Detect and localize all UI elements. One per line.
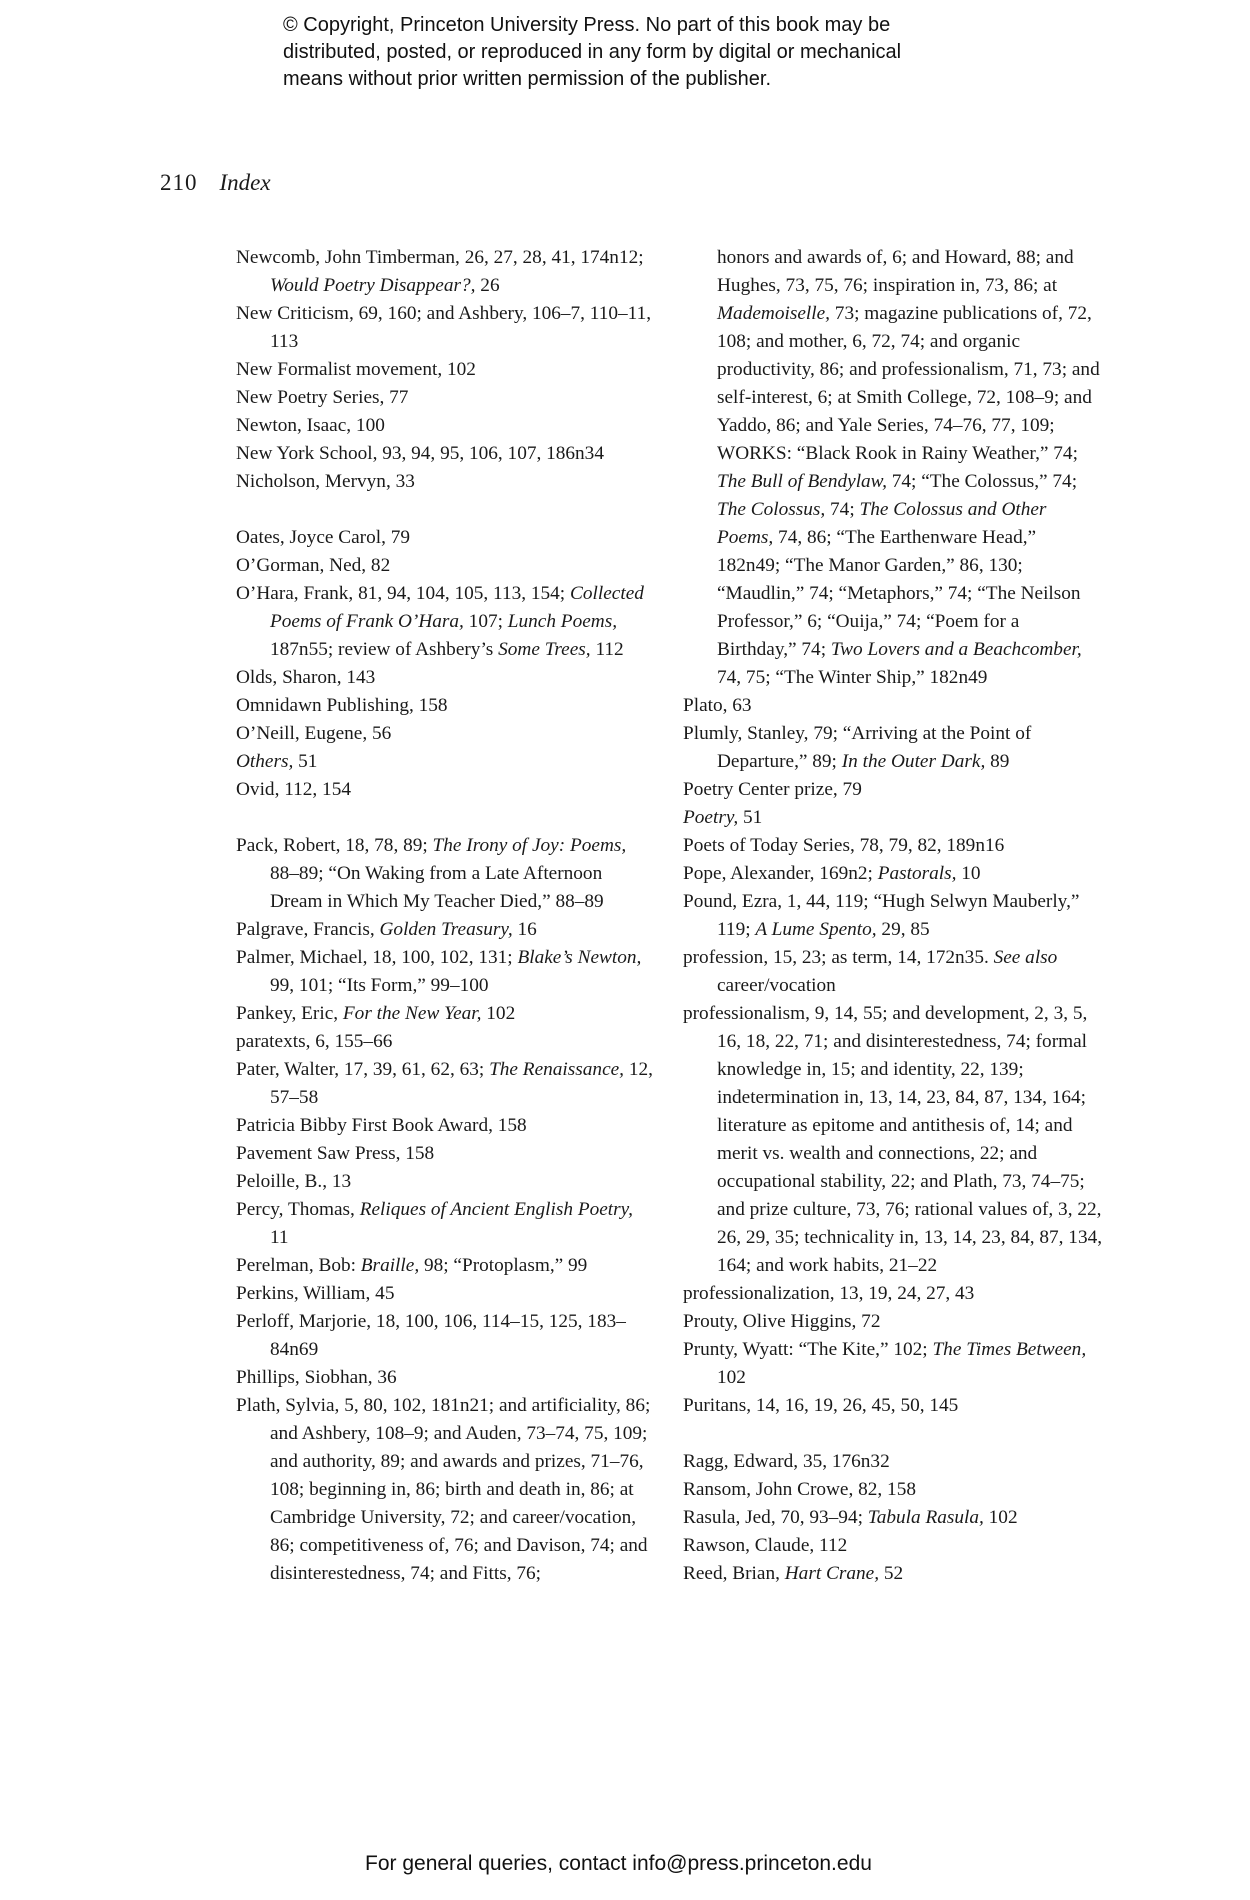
entry-text: O’Neill, Eugene, 56 bbox=[236, 723, 392, 744]
entry-text: O’Hara, Frank, 81, 94, 104, 105, 113, 154; bbox=[236, 583, 570, 604]
entry-text: Palgrave, Francis, bbox=[236, 919, 380, 940]
index-entry bbox=[236, 524, 656, 552]
entry-text: Peloille, B., 13 bbox=[236, 1171, 352, 1192]
entry-text: 74; bbox=[825, 499, 860, 520]
entry-text: honors and awards of, 6; and Howard, 88; and Hughes, 73, 75, 76; inspiration in, 73, 86; at bbox=[717, 247, 1074, 296]
entry-text: Prouty, Olive Higgins, 72 bbox=[683, 1311, 881, 1332]
entry-text: 29, 85 bbox=[876, 919, 930, 940]
copyright-line: distributed, posted, or reproduced in any form by digital or mechanical bbox=[283, 41, 902, 63]
entry-text: Ragg, Edward, 35, 176n32 bbox=[683, 1451, 890, 1472]
entry-text: 102 bbox=[717, 1367, 746, 1388]
index-entry bbox=[236, 832, 656, 916]
entry-title-italic: The Bull of Bendylaw, bbox=[717, 471, 887, 492]
index-entry bbox=[683, 1280, 1103, 1308]
entry-text: professionalism, 9, 14, 55; and development, 2, 3, 5, 16, 18, 22, 71; and disinterestedness, 74; formal knowledge in, 15; and identity, 22, 139; indetermination in, 13, 14, 23, 84, 87, 134, 164; literature as epitome and antithesis of, 14; and merit vs. wealth and connections, 22; and occupational stability, 22; and Plath, 73, 74–75; and prize culture, 73, 76; rational values of, 3, 22, 26, 29, 35; technicality in, 13, 14, 23, 84, 87, 134, 164; and work habits, 21–22 bbox=[683, 1003, 1103, 1276]
index-entry bbox=[236, 776, 656, 804]
entry-text: Plath, Sylvia, 5, 80, 102, 181n21; and artificiality, 86; and Ashbery, 108–9; and Auden, 73–74, 75, 109; and authority, 89; and awards and prizes, 71–76, 108; beginning in, 86; birth and death in, 86; at Cambridge University, 72; and career/vocation, 86; competitiveness of, 76; and Davison, 74; and disinterestedness, 74; and Fitts, 76; bbox=[236, 1395, 651, 1584]
entry-text: Pankey, Eric, bbox=[236, 1003, 343, 1024]
running-title: Index bbox=[219, 170, 271, 195]
entry-text: 89 bbox=[985, 751, 1010, 772]
entry-title-italic: Hart Crane, bbox=[784, 1563, 880, 1584]
copyright-line: © Copyright, Princeton University Press. No part of this book may be bbox=[283, 14, 891, 36]
index-entry bbox=[236, 944, 656, 1000]
entry-title-italic: Two Lovers and a Beachcomber, bbox=[830, 639, 1082, 660]
entry-title-italic: The Times Between, bbox=[932, 1339, 1087, 1360]
entry-text: Plumly, Stanley, 79; “Arriving at the Point of Departure,” 89; bbox=[683, 723, 1032, 772]
running-header bbox=[160, 170, 271, 196]
entry-text: Poets of Today Series, 78, 79, 82, 189n16 bbox=[683, 835, 1005, 856]
entry-title-italic: The Renaissance, bbox=[489, 1059, 625, 1080]
index-entry bbox=[683, 1392, 1103, 1420]
index-entry bbox=[236, 1140, 656, 1168]
entry-text: 74; “The Colossus,” 74; bbox=[886, 471, 1078, 492]
index-entry bbox=[683, 776, 1103, 804]
entry-text: Pack, Robert, 18, 78, 89; bbox=[236, 835, 433, 856]
entry-text: Palmer, Michael, 18, 100, 102, 131; bbox=[236, 947, 518, 968]
index-entry bbox=[236, 468, 656, 496]
entry-text: Olds, Sharon, 143 bbox=[236, 667, 376, 688]
entry-title-italic: Collected Poems of Frank O’Hara, bbox=[270, 583, 644, 632]
entry-text: Plato, 63 bbox=[683, 695, 752, 716]
index-entry bbox=[236, 1112, 656, 1140]
entry-title-italic: In the Outer Dark, bbox=[841, 751, 986, 772]
index-entry bbox=[236, 916, 656, 944]
entry-text: 98; “Protoplasm,” 99 bbox=[419, 1255, 588, 1276]
index-entry-continued bbox=[683, 244, 1103, 692]
index-entry bbox=[683, 720, 1103, 776]
entry-title-italic: Braille, bbox=[360, 1255, 420, 1276]
index-entry bbox=[236, 1392, 656, 1588]
entry-text: New Formalist movement, 102 bbox=[236, 359, 476, 380]
index-entry bbox=[236, 300, 656, 356]
entry-text: profession, 15, 23; as term, 14, 172n35. bbox=[683, 947, 994, 968]
entry-text: Perkins, William, 45 bbox=[236, 1283, 395, 1304]
index-entry bbox=[236, 1252, 656, 1280]
index-entry bbox=[683, 1560, 1103, 1588]
entry-text: 102 bbox=[481, 1003, 516, 1024]
index-entry bbox=[236, 552, 656, 580]
index-entry bbox=[683, 692, 1103, 720]
entry-text: Pound, Ezra, 1, 44, 119; “Hugh Selwyn Mauberly,” 119; bbox=[683, 891, 1080, 940]
entry-text: career/vocation bbox=[717, 975, 836, 996]
index-entry bbox=[236, 440, 656, 468]
entry-text: paratexts, 6, 155–66 bbox=[236, 1031, 393, 1052]
entry-text: professionalization, 13, 19, 24, 27, 43 bbox=[683, 1283, 975, 1304]
copyright-line: means without prior written permission of the publisher. bbox=[283, 68, 772, 90]
entry-text: Phillips, Siobhan, 36 bbox=[236, 1367, 397, 1388]
entry-title-italic: The Colossus, bbox=[717, 499, 826, 520]
entry-text: 16 bbox=[512, 919, 537, 940]
entry-text: New Criticism, 69, 160; and Ashbery, 106–7, 110–11, 113 bbox=[236, 303, 652, 352]
entry-text: Nicholson, Mervyn, 33 bbox=[236, 471, 415, 492]
entry-text: Oates, Joyce Carol, 79 bbox=[236, 527, 411, 548]
index-entry bbox=[236, 748, 656, 776]
entry-title-italic: Others, bbox=[236, 751, 294, 772]
index-entry bbox=[683, 1532, 1103, 1560]
entry-text: 26 bbox=[475, 275, 500, 296]
entry-title-italic: Golden Treasury, bbox=[379, 919, 513, 940]
entry-text: 11 bbox=[270, 1227, 289, 1248]
entry-text: Pater, Walter, 17, 39, 61, 62, 63; bbox=[236, 1059, 490, 1080]
entry-text: New Poetry Series, 77 bbox=[236, 387, 409, 408]
copyright-notice bbox=[283, 12, 1043, 93]
entry-text: Perelman, Bob: bbox=[236, 1255, 361, 1276]
letter-section-gap bbox=[683, 1420, 1103, 1448]
entry-title-italic: Blake’s Newton, bbox=[517, 947, 642, 968]
entry-text: 12, 57–58 bbox=[270, 1059, 653, 1108]
entry-text: 51 bbox=[293, 751, 318, 772]
entry-title-italic: See also bbox=[993, 947, 1058, 968]
entry-text: 112 bbox=[590, 639, 624, 660]
index-entry bbox=[236, 244, 656, 300]
entry-title-italic: Poetry, bbox=[683, 807, 739, 828]
index-entry bbox=[236, 384, 656, 412]
index-entry bbox=[683, 944, 1103, 1000]
entry-text: 73; magazine publications of, 72, 108; and mother, 6, 72, 74; and organic productivity, 86; and professionalism, 71, 73; and self-interest, 6; at Smith College, 72, 108–9; and Yaddo, 86; and Yale Series, 74–76, 77, 109; WORKS: “Black Rook in Rainy Weather,” 74; bbox=[717, 303, 1100, 464]
index-entry bbox=[683, 804, 1103, 832]
index-entry bbox=[236, 1168, 656, 1196]
entry-title-italic: Tabula Rasula, bbox=[867, 1507, 984, 1528]
entry-title-italic: Mademoiselle, bbox=[717, 303, 830, 324]
entry-title-italic: For the New Year, bbox=[342, 1003, 482, 1024]
footer-contact: For general queries, contact info@press.princeton.edu bbox=[365, 1852, 872, 1875]
entry-text: Newcomb, John Timberman, 26, 27, 28, 41, 174n12; bbox=[236, 247, 644, 268]
entry-title-italic: Pastorals, bbox=[877, 863, 957, 884]
entry-title-italic: Lunch Poems, bbox=[507, 611, 618, 632]
entry-title-italic: Some Trees, bbox=[498, 639, 591, 660]
index-column-left bbox=[236, 244, 656, 1588]
entry-text: Newton, Isaac, 100 bbox=[236, 415, 385, 436]
letter-section-gap bbox=[236, 804, 656, 832]
entry-text: 51 bbox=[738, 807, 763, 828]
entry-title-italic: The Colossus and Other Poems, bbox=[717, 499, 1047, 548]
entry-text: 88–89; “On Waking from a Late Afternoon Dream in Which My Teacher Died,” 88–89 bbox=[270, 863, 604, 912]
index-entry bbox=[683, 888, 1103, 944]
entry-text: 99, 101; “Its Form,” 99–100 bbox=[270, 975, 489, 996]
index-entry bbox=[683, 1000, 1103, 1280]
index-entry bbox=[236, 1280, 656, 1308]
entry-text: Ovid, 112, 154 bbox=[236, 779, 351, 800]
entry-text: Ransom, John Crowe, 82, 158 bbox=[683, 1479, 916, 1500]
entry-text: Perloff, Marjorie, 18, 100, 106, 114–15, 125, 183–84n69 bbox=[236, 1311, 626, 1360]
page-number: 210 bbox=[160, 170, 198, 195]
index-entry bbox=[236, 664, 656, 692]
index-entry bbox=[236, 1308, 656, 1364]
index-entry bbox=[683, 832, 1103, 860]
index-entry bbox=[683, 1308, 1103, 1336]
entry-text: Percy, Thomas, bbox=[236, 1199, 360, 1220]
index-entry bbox=[236, 580, 656, 664]
index-entry bbox=[683, 1448, 1103, 1476]
entry-text: Pavement Saw Press, 158 bbox=[236, 1143, 435, 1164]
entry-text: O’Gorman, Ned, 82 bbox=[236, 555, 391, 576]
index-entry bbox=[683, 1476, 1103, 1504]
index-entry bbox=[236, 1364, 656, 1392]
entry-text: Rawson, Claude, 112 bbox=[683, 1535, 848, 1556]
entry-text: 10 bbox=[956, 863, 981, 884]
index-entry bbox=[683, 1336, 1103, 1392]
index-entry bbox=[236, 356, 656, 384]
entry-text: New York School, 93, 94, 95, 106, 107, 186n34 bbox=[236, 443, 604, 464]
index-entry bbox=[236, 1196, 656, 1252]
index-column-right bbox=[683, 244, 1103, 1588]
index-entry bbox=[236, 692, 656, 720]
entry-title-italic: Would Poetry Disappear?, bbox=[270, 275, 476, 296]
entry-text: 187n55; review of Ashbery’s bbox=[270, 639, 499, 660]
letter-section-gap bbox=[236, 496, 656, 524]
entry-text: Omnidawn Publishing, 158 bbox=[236, 695, 448, 716]
entry-title-italic: A Lume Spento, bbox=[755, 919, 877, 940]
entry-text: 74, 75; “The Winter Ship,” 182n49 bbox=[717, 667, 988, 688]
entry-text: 52 bbox=[879, 1563, 904, 1584]
index-entry bbox=[236, 1000, 656, 1028]
index-entry bbox=[683, 860, 1103, 888]
entry-text: Reed, Brian, bbox=[683, 1563, 785, 1584]
entry-text: 102 bbox=[983, 1507, 1018, 1528]
index-entry bbox=[236, 720, 656, 748]
entry-text: Poetry Center prize, 79 bbox=[683, 779, 862, 800]
entry-title-italic: Reliques of Ancient English Poetry, bbox=[359, 1199, 633, 1220]
entry-title-italic: The Irony of Joy: Poems, bbox=[432, 835, 627, 856]
entry-text: Prunty, Wyatt: “The Kite,” 102; bbox=[683, 1339, 933, 1360]
index-entry bbox=[236, 412, 656, 440]
entry-text: 107; bbox=[463, 611, 508, 632]
entry-text: Patricia Bibby First Book Award, 158 bbox=[236, 1115, 527, 1136]
entry-text: Puritans, 14, 16, 19, 26, 45, 50, 145 bbox=[683, 1395, 959, 1416]
entry-text: Pope, Alexander, 169n2; bbox=[683, 863, 878, 884]
entry-text: Rasula, Jed, 70, 93–94; bbox=[683, 1507, 868, 1528]
index-entry bbox=[683, 1504, 1103, 1532]
entry-text: 74, 86; “The Earthenware Head,” 182n49; “The Manor Garden,” 86, 130; “Maudlin,” 74; “Metaphors,” 74; “The Neilson Professor,” 6; “Ouija,” 74; “Poem for a Birthday,” 74; bbox=[717, 527, 1081, 660]
index-entry bbox=[236, 1056, 656, 1112]
index-entry bbox=[236, 1028, 656, 1056]
